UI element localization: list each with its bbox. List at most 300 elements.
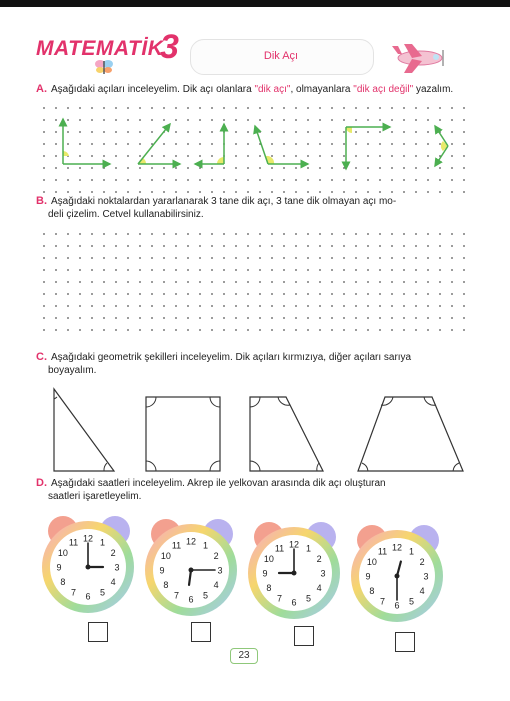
grid-dot[interactable] — [319, 257, 321, 259]
grid-dot[interactable] — [43, 281, 45, 283]
grid-dot[interactable] — [79, 329, 81, 331]
grid-dot[interactable] — [247, 257, 249, 259]
grid-dot[interactable] — [187, 245, 189, 247]
grid-dot[interactable] — [223, 305, 225, 307]
grid-dot[interactable] — [343, 257, 345, 259]
grid-dot[interactable] — [187, 293, 189, 295]
grid-dot[interactable] — [307, 233, 309, 235]
grid-dot[interactable] — [151, 317, 153, 319]
grid-dot[interactable] — [223, 317, 225, 319]
grid-dot[interactable] — [151, 233, 153, 235]
grid-dot[interactable] — [223, 269, 225, 271]
grid-dot[interactable] — [115, 305, 117, 307]
grid-dot[interactable] — [427, 257, 429, 259]
grid-dot[interactable] — [151, 329, 153, 331]
grid-dot[interactable] — [259, 317, 261, 319]
grid-dot[interactable] — [187, 269, 189, 271]
grid-dot[interactable] — [259, 329, 261, 331]
grid-dot[interactable] — [139, 293, 141, 295]
grid-dot[interactable] — [403, 305, 405, 307]
grid-dot[interactable] — [199, 317, 201, 319]
grid-dot[interactable] — [67, 269, 69, 271]
grid-dot[interactable] — [175, 257, 177, 259]
grid-dot[interactable] — [127, 305, 129, 307]
grid-dot[interactable] — [343, 269, 345, 271]
grid-dot[interactable] — [343, 233, 345, 235]
grid-dot[interactable] — [271, 305, 273, 307]
grid-dot[interactable] — [283, 329, 285, 331]
grid-dot[interactable] — [211, 329, 213, 331]
grid-dot[interactable] — [451, 293, 453, 295]
grid-dot[interactable] — [415, 293, 417, 295]
grid-dot[interactable] — [127, 245, 129, 247]
grid-dot[interactable] — [391, 257, 393, 259]
grid-dot[interactable] — [319, 245, 321, 247]
grid-dot[interactable] — [127, 233, 129, 235]
grid-dot[interactable] — [199, 281, 201, 283]
grid-dot[interactable] — [55, 245, 57, 247]
grid-dot[interactable] — [367, 329, 369, 331]
grid-dot[interactable] — [43, 245, 45, 247]
answer-box-3[interactable] — [294, 626, 314, 646]
grid-dot[interactable] — [283, 245, 285, 247]
grid-dot[interactable] — [79, 293, 81, 295]
grid-dot[interactable] — [391, 269, 393, 271]
grid-dot[interactable] — [331, 293, 333, 295]
grid-dot[interactable] — [463, 257, 465, 259]
grid-dot[interactable] — [211, 269, 213, 271]
grid-dot[interactable] — [223, 245, 225, 247]
grid-dot[interactable] — [115, 233, 117, 235]
grid-dot[interactable] — [379, 305, 381, 307]
grid-dot[interactable] — [67, 329, 69, 331]
grid-dot[interactable] — [67, 245, 69, 247]
grid-dot[interactable] — [103, 317, 105, 319]
grid-dot[interactable] — [415, 257, 417, 259]
grid-dot[interactable] — [379, 233, 381, 235]
grid-dot[interactable] — [115, 269, 117, 271]
grid-dot[interactable] — [199, 233, 201, 235]
grid-dot[interactable] — [247, 317, 249, 319]
grid-dot[interactable] — [319, 329, 321, 331]
grid-dot[interactable] — [115, 317, 117, 319]
grid-dot[interactable] — [115, 293, 117, 295]
grid-dot[interactable] — [271, 317, 273, 319]
grid-dot[interactable] — [391, 329, 393, 331]
grid-dot[interactable] — [343, 293, 345, 295]
grid-dot[interactable] — [259, 305, 261, 307]
grid-dot[interactable] — [451, 245, 453, 247]
grid-dot[interactable] — [223, 233, 225, 235]
grid-dot[interactable] — [355, 281, 357, 283]
grid-dot[interactable] — [403, 257, 405, 259]
grid-dot[interactable] — [175, 293, 177, 295]
grid-dot[interactable] — [439, 233, 441, 235]
grid-dot[interactable] — [367, 269, 369, 271]
grid-dot[interactable] — [247, 329, 249, 331]
grid-dot[interactable] — [331, 269, 333, 271]
grid-dot[interactable] — [79, 305, 81, 307]
grid-dot[interactable] — [91, 233, 93, 235]
grid-dot[interactable] — [115, 257, 117, 259]
grid-dot[interactable] — [127, 329, 129, 331]
grid-dot[interactable] — [103, 257, 105, 259]
grid-dot[interactable] — [355, 305, 357, 307]
grid-dot[interactable] — [307, 293, 309, 295]
grid-dot[interactable] — [379, 329, 381, 331]
answer-box-2[interactable] — [191, 622, 211, 642]
grid-dot[interactable] — [367, 245, 369, 247]
grid-dot[interactable] — [271, 269, 273, 271]
grid-dot[interactable] — [199, 329, 201, 331]
grid-dot[interactable] — [343, 317, 345, 319]
grid-dot[interactable] — [283, 281, 285, 283]
grid-dot[interactable] — [67, 233, 69, 235]
grid-dot[interactable] — [127, 257, 129, 259]
grid-dot[interactable] — [403, 233, 405, 235]
grid-dot[interactable] — [235, 233, 237, 235]
grid-dot[interactable] — [187, 305, 189, 307]
grid-dot[interactable] — [271, 245, 273, 247]
grid-dot[interactable] — [439, 281, 441, 283]
grid-dot[interactable] — [103, 329, 105, 331]
grid-dot[interactable] — [307, 305, 309, 307]
quadrilateral[interactable] — [250, 397, 323, 471]
grid-dot[interactable] — [391, 317, 393, 319]
grid-dot[interactable] — [307, 245, 309, 247]
grid-dot[interactable] — [55, 257, 57, 259]
grid-dot[interactable] — [415, 245, 417, 247]
grid-dot[interactable] — [247, 281, 249, 283]
grid-dot[interactable] — [127, 269, 129, 271]
grid-dot[interactable] — [211, 281, 213, 283]
grid-dot[interactable] — [223, 281, 225, 283]
grid-dot[interactable] — [295, 305, 297, 307]
grid-dot[interactable] — [91, 305, 93, 307]
grid-dot[interactable] — [439, 245, 441, 247]
right-triangle[interactable] — [54, 389, 114, 471]
grid-dot[interactable] — [235, 257, 237, 259]
grid-dot[interactable] — [439, 269, 441, 271]
grid-dot[interactable] — [319, 317, 321, 319]
grid-dot[interactable] — [439, 293, 441, 295]
grid-dot[interactable] — [139, 317, 141, 319]
grid-dot[interactable] — [427, 329, 429, 331]
grid-dot[interactable] — [67, 257, 69, 259]
grid-dot[interactable] — [163, 257, 165, 259]
grid-dot[interactable] — [355, 245, 357, 247]
grid-dot[interactable] — [331, 305, 333, 307]
trapezoid[interactable] — [358, 397, 463, 471]
grid-dot[interactable] — [427, 305, 429, 307]
grid-dot[interactable] — [211, 245, 213, 247]
grid-dot[interactable] — [55, 317, 57, 319]
grid-dot[interactable] — [463, 233, 465, 235]
grid-dot[interactable] — [91, 257, 93, 259]
grid-dot[interactable] — [175, 329, 177, 331]
grid-dot[interactable] — [127, 317, 129, 319]
grid-dot[interactable] — [331, 257, 333, 259]
grid-dot[interactable] — [415, 281, 417, 283]
grid-dot[interactable] — [427, 317, 429, 319]
grid-dot[interactable] — [79, 245, 81, 247]
grid-dot[interactable] — [415, 233, 417, 235]
grid-dot[interactable] — [331, 329, 333, 331]
grid-dot[interactable] — [391, 293, 393, 295]
grid-dot[interactable] — [379, 257, 381, 259]
grid-dot[interactable] — [427, 233, 429, 235]
grid-dot[interactable] — [451, 317, 453, 319]
grid-dot[interactable] — [199, 293, 201, 295]
grid-dot[interactable] — [295, 317, 297, 319]
grid-dot[interactable] — [139, 233, 141, 235]
grid-dot[interactable] — [235, 305, 237, 307]
grid-dot[interactable] — [295, 257, 297, 259]
grid-dot[interactable] — [67, 293, 69, 295]
grid-dot[interactable] — [139, 305, 141, 307]
grid-dot[interactable] — [199, 245, 201, 247]
grid-dot[interactable] — [355, 317, 357, 319]
grid-dot[interactable] — [307, 329, 309, 331]
grid-dot[interactable] — [55, 233, 57, 235]
grid-dot[interactable] — [427, 293, 429, 295]
grid-dot[interactable] — [319, 233, 321, 235]
grid-dot[interactable] — [439, 329, 441, 331]
grid-dot[interactable] — [403, 329, 405, 331]
grid-dot[interactable] — [391, 245, 393, 247]
grid-dot[interactable] — [355, 233, 357, 235]
grid-dot[interactable] — [151, 269, 153, 271]
grid-dot[interactable] — [79, 281, 81, 283]
grid-dot[interactable] — [247, 305, 249, 307]
grid-dot[interactable] — [415, 329, 417, 331]
grid-dot[interactable] — [379, 293, 381, 295]
grid-dot[interactable] — [223, 329, 225, 331]
grid-dot[interactable] — [79, 269, 81, 271]
grid-dot[interactable] — [187, 233, 189, 235]
grid-dot[interactable] — [259, 257, 261, 259]
grid-dot[interactable] — [259, 281, 261, 283]
grid-dot[interactable] — [199, 269, 201, 271]
grid-dot[interactable] — [271, 281, 273, 283]
grid-dot[interactable] — [379, 317, 381, 319]
grid-dot[interactable] — [91, 245, 93, 247]
grid-dot[interactable] — [451, 269, 453, 271]
grid-dot[interactable] — [367, 233, 369, 235]
grid-dot[interactable] — [67, 305, 69, 307]
grid-dot[interactable] — [403, 293, 405, 295]
grid-dot[interactable] — [379, 281, 381, 283]
grid-dot[interactable] — [427, 281, 429, 283]
grid-dot[interactable] — [175, 281, 177, 283]
grid-dot[interactable] — [391, 233, 393, 235]
grid-dot[interactable] — [463, 281, 465, 283]
grid-dot[interactable] — [151, 281, 153, 283]
grid-dot[interactable] — [283, 305, 285, 307]
grid-dot[interactable] — [55, 269, 57, 271]
grid-dot[interactable] — [103, 269, 105, 271]
grid-dot[interactable] — [415, 317, 417, 319]
grid-dot[interactable] — [235, 329, 237, 331]
grid-dot[interactable] — [355, 293, 357, 295]
grid-dot[interactable] — [307, 317, 309, 319]
grid-dot[interactable] — [223, 293, 225, 295]
grid-dot[interactable] — [439, 257, 441, 259]
grid-dot[interactable] — [415, 305, 417, 307]
grid-dot[interactable] — [319, 281, 321, 283]
grid-dot[interactable] — [235, 245, 237, 247]
grid-dot[interactable] — [271, 233, 273, 235]
grid-dot[interactable] — [91, 317, 93, 319]
grid-dot[interactable] — [163, 245, 165, 247]
grid-dot[interactable] — [451, 305, 453, 307]
grid-dot[interactable] — [55, 305, 57, 307]
grid-dot[interactable] — [379, 245, 381, 247]
grid-dot[interactable] — [139, 329, 141, 331]
grid-dot[interactable] — [43, 317, 45, 319]
grid-dot[interactable] — [67, 317, 69, 319]
grid-dot[interactable] — [91, 329, 93, 331]
grid-dot[interactable] — [439, 317, 441, 319]
grid-dot[interactable] — [259, 233, 261, 235]
grid-dot[interactable] — [163, 269, 165, 271]
grid-dot[interactable] — [463, 317, 465, 319]
grid-dot[interactable] — [367, 257, 369, 259]
grid-dot[interactable] — [451, 233, 453, 235]
grid-dot[interactable] — [283, 317, 285, 319]
grid-dot[interactable] — [163, 293, 165, 295]
grid-dot[interactable] — [43, 305, 45, 307]
grid-dot[interactable] — [403, 269, 405, 271]
grid-dot[interactable] — [367, 317, 369, 319]
grid-dot[interactable] — [163, 281, 165, 283]
grid-dot[interactable] — [175, 269, 177, 271]
grid-dot[interactable] — [259, 245, 261, 247]
grid-dot[interactable] — [211, 317, 213, 319]
grid-dot[interactable] — [355, 329, 357, 331]
grid-dot[interactable] — [463, 329, 465, 331]
grid-dot[interactable] — [211, 293, 213, 295]
answer-box-4[interactable] — [395, 632, 415, 652]
grid-dot[interactable] — [403, 245, 405, 247]
grid-dot[interactable] — [67, 281, 69, 283]
grid-dot[interactable] — [211, 257, 213, 259]
grid-dot[interactable] — [391, 281, 393, 283]
grid-dot[interactable] — [247, 269, 249, 271]
grid-dot[interactable] — [295, 293, 297, 295]
grid-dot[interactable] — [367, 305, 369, 307]
grid-dot[interactable] — [331, 245, 333, 247]
grid-dot[interactable] — [163, 329, 165, 331]
grid-dot[interactable] — [463, 269, 465, 271]
grid-dot[interactable] — [55, 329, 57, 331]
grid-dot[interactable] — [139, 269, 141, 271]
grid-dot[interactable] — [79, 257, 81, 259]
grid-dot[interactable] — [127, 281, 129, 283]
grid-dot[interactable] — [427, 245, 429, 247]
grid-dot[interactable] — [403, 281, 405, 283]
grid-dot[interactable] — [79, 317, 81, 319]
grid-dot[interactable] — [103, 293, 105, 295]
grid-dot[interactable] — [91, 281, 93, 283]
grid-dot[interactable] — [115, 245, 117, 247]
grid-dot[interactable] — [103, 233, 105, 235]
grid-dot[interactable] — [199, 305, 201, 307]
grid-dot[interactable] — [175, 245, 177, 247]
grid-dot[interactable] — [283, 269, 285, 271]
grid-dot[interactable] — [403, 317, 405, 319]
grid-dot[interactable] — [319, 269, 321, 271]
grid-dot[interactable] — [295, 281, 297, 283]
grid-dot[interactable] — [451, 281, 453, 283]
grid-dot[interactable] — [391, 305, 393, 307]
grid-dot[interactable] — [355, 269, 357, 271]
grid-dot[interactable] — [343, 281, 345, 283]
grid-dot[interactable] — [43, 293, 45, 295]
grid-dot[interactable] — [163, 233, 165, 235]
grid-dot[interactable] — [259, 293, 261, 295]
grid-dot[interactable] — [331, 233, 333, 235]
grid-dot[interactable] — [367, 281, 369, 283]
grid-dot[interactable] — [223, 257, 225, 259]
grid-dot[interactable] — [151, 305, 153, 307]
grid-dot[interactable] — [319, 305, 321, 307]
grid-dot[interactable] — [307, 281, 309, 283]
grid-dot[interactable] — [307, 269, 309, 271]
grid-dot[interactable] — [43, 257, 45, 259]
grid-dot[interactable] — [295, 269, 297, 271]
square[interactable] — [146, 397, 220, 471]
grid-dot[interactable] — [259, 269, 261, 271]
grid-dot[interactable] — [199, 257, 201, 259]
grid-dot[interactable] — [211, 305, 213, 307]
grid-dot[interactable] — [247, 245, 249, 247]
grid-dot[interactable] — [343, 305, 345, 307]
grid-dot[interactable] — [283, 293, 285, 295]
grid-dot[interactable] — [43, 233, 45, 235]
grid-dot[interactable] — [139, 281, 141, 283]
grid-dot[interactable] — [127, 293, 129, 295]
grid-dot[interactable] — [283, 257, 285, 259]
grid-dot[interactable] — [79, 233, 81, 235]
grid-dot[interactable] — [451, 257, 453, 259]
grid-dot[interactable] — [187, 317, 189, 319]
grid-dot[interactable] — [211, 233, 213, 235]
grid-dot[interactable] — [139, 245, 141, 247]
grid-dot[interactable] — [463, 245, 465, 247]
grid-dot[interactable] — [55, 281, 57, 283]
grid-dot[interactable] — [247, 233, 249, 235]
grid-dot[interactable] — [163, 317, 165, 319]
grid-dot[interactable] — [235, 317, 237, 319]
grid-dot[interactable] — [427, 269, 429, 271]
grid-dot[interactable] — [43, 329, 45, 331]
grid-dot[interactable] — [283, 233, 285, 235]
grid-dot[interactable] — [451, 329, 453, 331]
grid-dot[interactable] — [187, 257, 189, 259]
grid-dot[interactable] — [295, 245, 297, 247]
grid-dot[interactable] — [343, 245, 345, 247]
grid-dot[interactable] — [151, 293, 153, 295]
grid-dot[interactable] — [187, 281, 189, 283]
grid-dot[interactable] — [235, 293, 237, 295]
grid-dot[interactable] — [463, 305, 465, 307]
grid-dot[interactable] — [91, 293, 93, 295]
grid-dot[interactable] — [271, 293, 273, 295]
grid-dot[interactable] — [295, 233, 297, 235]
grid-dot[interactable] — [55, 293, 57, 295]
grid-dot[interactable] — [163, 305, 165, 307]
